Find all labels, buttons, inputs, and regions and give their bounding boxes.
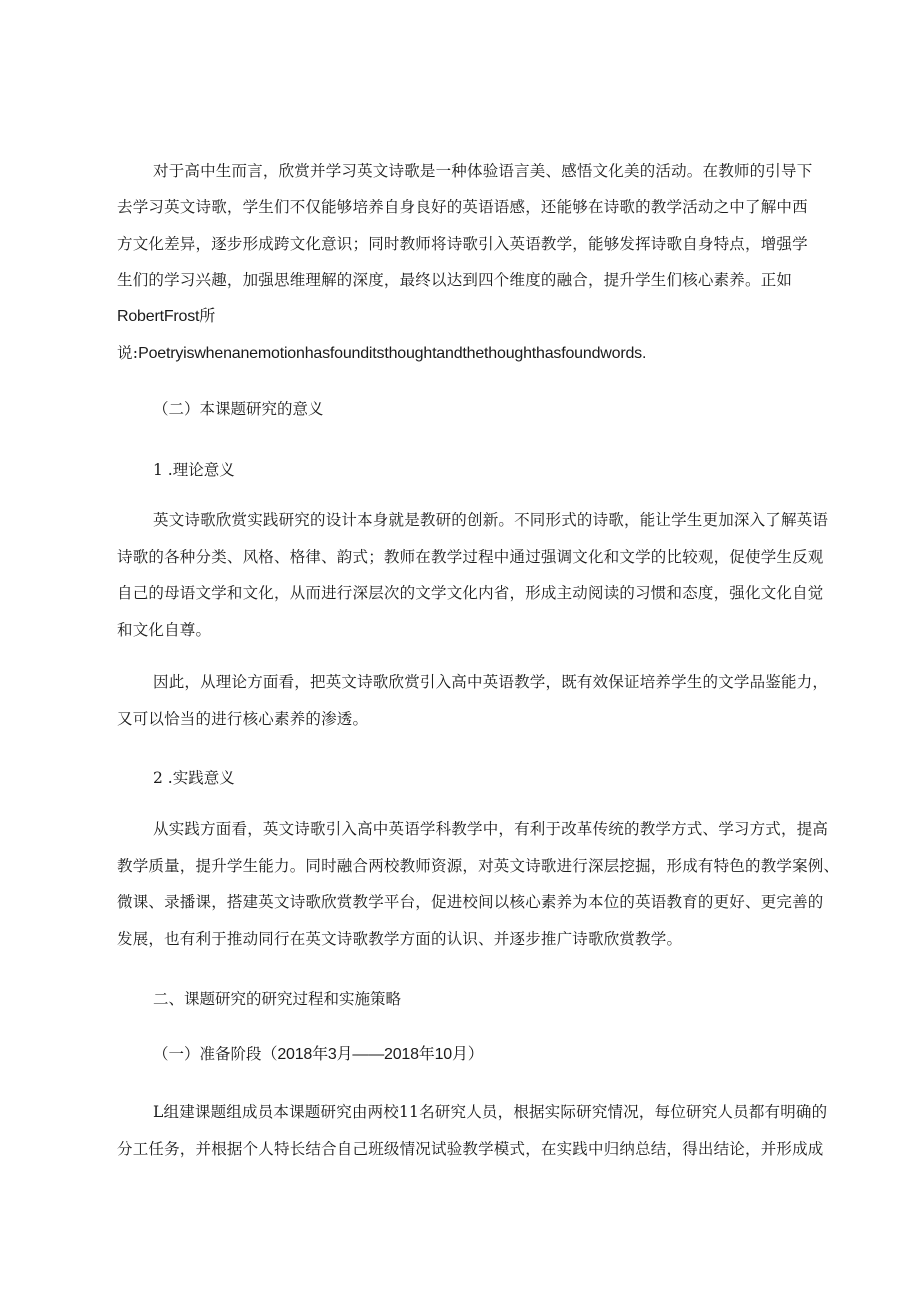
theory-paragraph-2 [117,664,829,737]
intro-line-5: RobertFrost所 [117,307,216,325]
theory-p2-line-2: 又可以恰当的进行核心素养的渗透。 [117,709,369,728]
intro-line-4: 生们的学习兴趣，加强思维理解的深度，最终以达到四个维度的融合，提升学生们核心素养。正如 [117,271,793,289]
practice-line-2: 教学质量，提升学生能力。同时融合两校教师资源，对英文诗歌进行深层挖掘，形成有特色的教学案例、 [117,856,840,875]
theory-p1-line-3: 自己的母语文学和文化，从而进行深层次的文学文化内省，形成主动阅读的习惯和态度，强化文化自觉 [117,584,824,602]
theory-paragraph-1 [117,502,829,648]
frost-quote: Poetryiswhenanemotionhasfounditsthoughtandthethoughthasfoundwords. [138,345,647,362]
section-2-title: （二）本课题研究的意义 [153,400,324,418]
practice-line-1: 从实践方面看，英文诗歌引入高中英语学科教学中，有利于改革传统的教学方式、学习方式，提高 [153,820,829,838]
intro-paragraph [117,153,817,190]
theory-p1-line-4: 和文化自尊。 [117,620,212,639]
theory-p1-line-2: 诗歌的各种分类、风格、格律、韵式；教师在教学过程中通过强调文化和文学的比较观，促使学生反观 [117,547,824,566]
intro-line-3: 方文化差异，逐步形成跨文化意识；同时教师将诗歌引入英语教学，能够发挥诗歌自身特点，增强学 [117,234,808,253]
theory-p1-line-1: 英文诗歌欣赏实践研究的设计本身就是教研的创新。不同形式的诗歌，能让学生更加深入了解英语 [153,511,829,529]
intro-line-1: 对于高中生而言，欣赏并学习英文诗歌是一种体验语言美、感悟文化美的活动。在教师的引导下 [153,162,813,180]
stage-1-dates: （2018年3月——2018年10月） [261,1046,484,1063]
quote-prefix: 说: [117,344,139,362]
stage-1-line-2: 分工任务，并根据个人特长结合自己班级情况试验教学模式，在实践中归纳总结，得出结论，并形成成 [117,1139,824,1158]
practice-line-4: 发展，也有利于推动同行在英文诗歌教学方面的认识、并逐步推广诗歌欣赏教学。 [117,929,683,948]
stage-1-title [153,1042,484,1067]
intro-line-6 [117,335,817,373]
stage-1-label: （一）准备阶段 [153,1045,262,1063]
intro-paragraph-cont [117,189,817,373]
practice-paragraph [117,811,840,957]
stage-1-paragraph [117,1094,828,1167]
theory-p2-line-1: 因此，从理论方面看，把英文诗歌欣赏引入高中英语教学，既有效保证培养学生的文学品鉴能力， [153,673,829,691]
stage-1-line-1: L组建课题组成员本课题研究由两校11名研究人员，根据实际研究情况，每位研究人员都有明确的 [153,1103,828,1121]
chapter-2-title: 二、课题研究的研究过程和实施策略 [153,990,402,1008]
subsection-1-title: 1 .理论意义 [153,461,235,479]
practice-line-3: 微课、录播课，搭建英文诗歌欣赏教学平台，促进校间以核心素养为本位的英语教育的更好、更完善的 [117,893,824,911]
intro-line-2: 去学习英文诗歌，学生们不仅能够培养自身良好的英语语感，还能够在诗歌的教学活动之中了解中西 [117,198,808,216]
subsection-2-title: 2 .实践意义 [153,769,235,787]
